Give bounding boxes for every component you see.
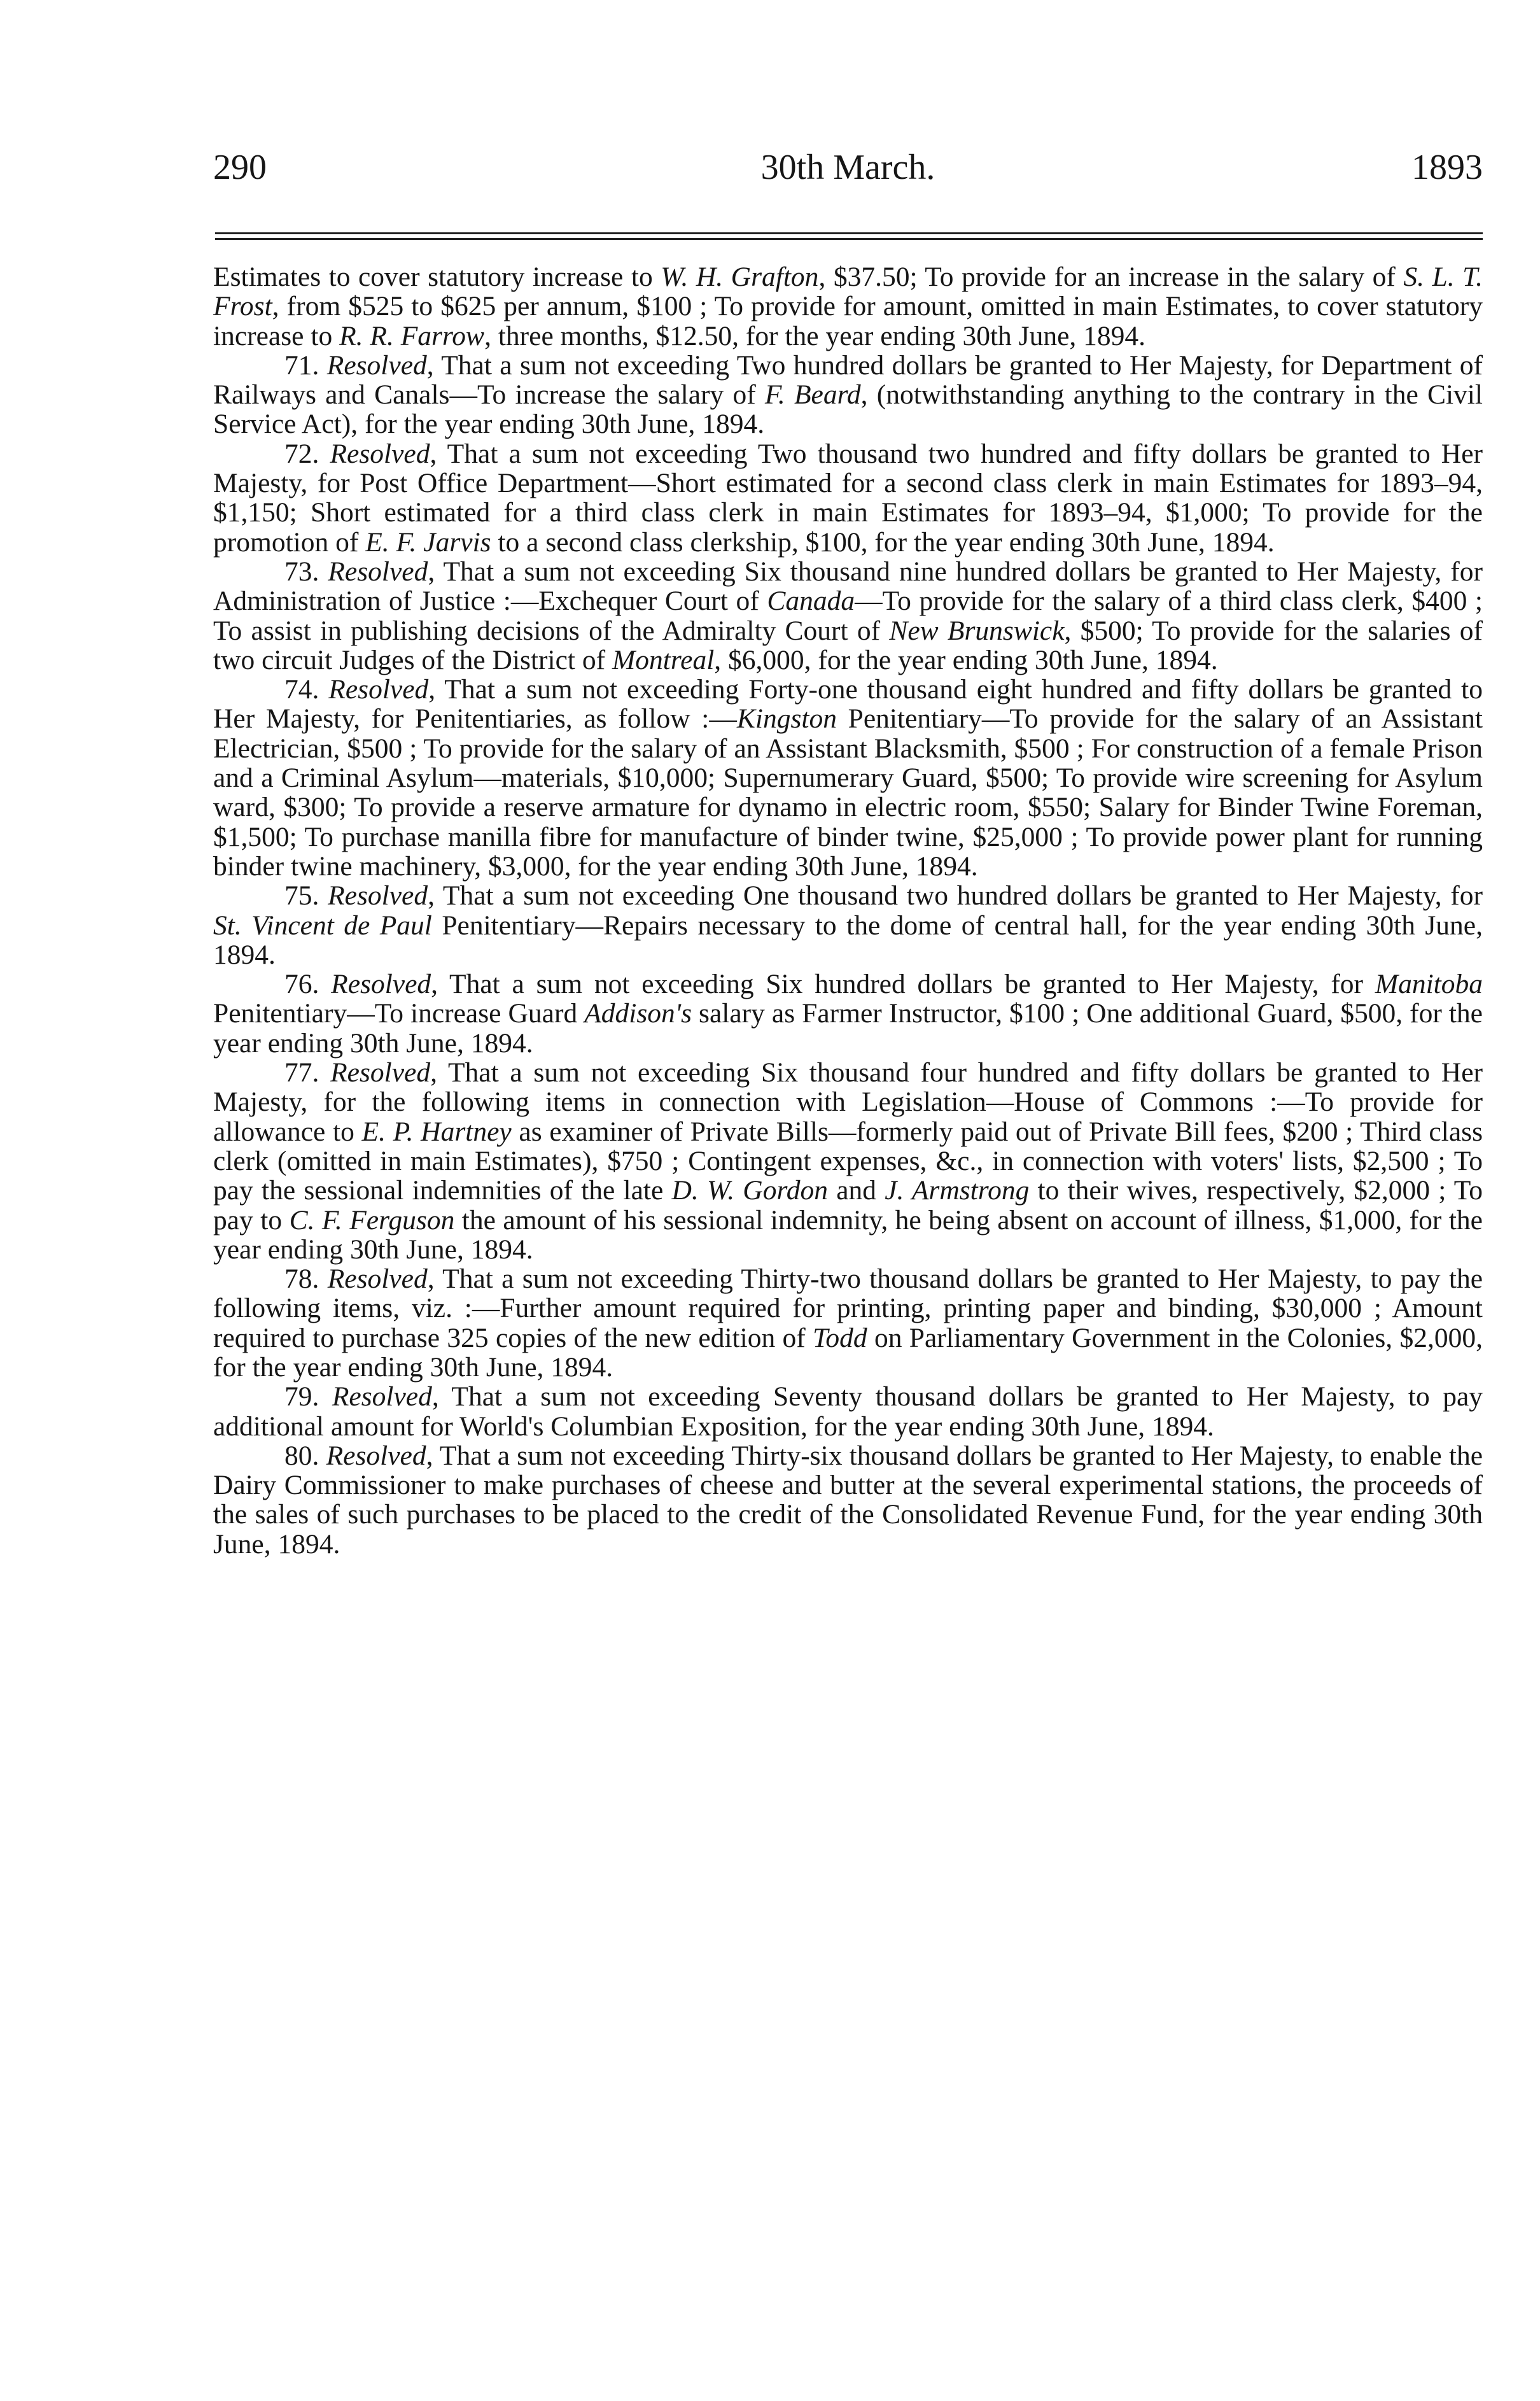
italic-text: Manitoba <box>1375 969 1483 1000</box>
header-double-rule <box>215 232 1483 240</box>
text-run: on Parliamentary Government in the Colonies, $2,000, for the year ending 30th June, 1894. <box>213 1322 1483 1383</box>
text-run: , That a sum not exceeding Two thousand two hundred and fifty dollars be granted to Her Majesty, for Post Office Department—Short estimated for a second class clerk in main Estimates for 1893–94, $1,150; Short estimated for a third class clerk in main Estimates for 1893–94, $1,000; To provide for the promotion of <box>213 438 1483 558</box>
italic-text: Resolved <box>330 438 430 469</box>
italic-text: Resolved <box>328 556 428 587</box>
text-run: , That a sum not exceeding One thousand two hundred dollars be granted to Her Majesty, for <box>428 880 1483 912</box>
italic-text: C. F. Ferguson <box>289 1204 455 1236</box>
italic-text: Addison's <box>584 998 692 1029</box>
page-header <box>213 145 1483 190</box>
italic-text: D. W. Gordon <box>671 1175 829 1206</box>
text-run: , That a sum not exceeding Seventy thousand dollars be granted to Her Majesty, to pay additional amount for World's Columbian Exposition, for the year ending 30th June, 1894. <box>213 1381 1483 1442</box>
text-run: , $500; To provide for the salaries of two circuit Judges of the District of <box>213 615 1483 675</box>
italic-text: W. H. Grafton <box>661 262 819 292</box>
text-run: , (notwithstanding anything to the contrary in the Civil Service Act), for the year ending 30th June, 1894. <box>213 379 1483 440</box>
resolution-paragraph <box>213 1382 1483 1441</box>
resolution-paragraph <box>213 351 1483 439</box>
page-number: 290 <box>213 148 267 187</box>
italic-text: R. R. Farrow <box>339 320 485 351</box>
text-run: 73. <box>284 556 328 587</box>
text-run: to a second class clerkship, $100, for the year ending 30th June, 1894. <box>491 526 1275 558</box>
text-run: Penitentiary—To provide for the salary of an Assistant Electrician, $500 ; To provide for the salary of an Assistant Blacksmith, $500 ; For construction of a female Prison and a Criminal Asylum—materials, $10,000; Supernumerary Guard, $500; To provide wire screening for Asylum ward, $300; To provide a reserve armature for dynamo in electric room, $550; Salary for Binder Twine Foreman, $1,500; To purchase manilla fibre for manufacture of binder twine, $25,000 ; To provide power plant for running binder twine machinery, $3,000, for the year ending 30th June, 1894. <box>213 703 1483 882</box>
italic-text: New Brunswick <box>889 615 1065 646</box>
text-run: , three months, $12.50, for the year ending 30th June, 1894. <box>484 320 1146 351</box>
text-run: , That a sum not exceeding Two hundred dollars be granted to Her Majesty, for Department of Railways and Canals—To increase the salary of <box>213 349 1483 411</box>
italic-text: St. Vincent de Paul <box>213 910 432 941</box>
text-run: —To provide for the salary of a third class clerk, $400 ; To assist in publishing decisions of the Admiralty Court of <box>213 586 1483 646</box>
text-run: , That a sum not exceeding Six hundred dollars be granted to Her Majesty, for <box>431 969 1375 1000</box>
text-run: to their wives, respectively, $2,000 ; To pay to <box>213 1175 1483 1236</box>
resolution-paragraph <box>213 1441 1483 1559</box>
resolution-paragraph <box>213 1058 1483 1264</box>
page-date: 30th March. <box>760 148 935 187</box>
italic-text: Canada <box>767 586 855 617</box>
text-run: 75. <box>284 880 328 912</box>
italic-text: S. L. T. Frost <box>213 262 1483 322</box>
text-run: , That a sum not exceeding Six thousand nine hundred dollars be granted to Her Majesty, for Administration of Justice :—Exchequer Court of <box>213 556 1483 617</box>
text-run: 80. <box>284 1440 326 1471</box>
text-run: 79. <box>284 1381 332 1412</box>
text-run: , $37.50; To provide for an increase in the salary of <box>818 262 1404 292</box>
text-run: , That a sum not exceeding Forty-one thousand eight hundred and fifty dollars be granted to Her Majesty, for Penitentiaries, as follow :— <box>213 674 1483 735</box>
resolution-paragraph <box>213 881 1483 969</box>
italic-text: Resolved <box>332 1381 432 1412</box>
text-run: , $6,000, for the year ending 30th June, 1894. <box>714 644 1218 675</box>
italic-text: Kingston <box>736 703 837 735</box>
italic-text: Resolved <box>326 349 427 381</box>
text-run: 74. <box>284 674 329 705</box>
italic-text: Montreal <box>612 644 715 675</box>
italic-text: Todd <box>813 1322 867 1353</box>
text-run: , That a sum not exceeding Thirty-six thousand dollars be granted to Her Majesty, to enable the Dairy Commissioner to make purchases of cheese and butter at the several experimental stations, the proceeds of the sales of such purchases to be placed to the credit of the Consolidated Revenue Fund, for the year ending 30th June, 1894. <box>213 1440 1483 1560</box>
italic-text: Resolved <box>328 674 429 705</box>
resolution-paragraph <box>213 675 1483 881</box>
text-run: , from $525 to $625 per annum, $100 ; To provide for amount, omitted in main Estimates, to cover statutory increase to <box>213 291 1483 351</box>
body-text <box>213 262 1483 1559</box>
text-run: 72. <box>284 438 330 469</box>
italic-text: E. F. Jarvis <box>365 526 491 558</box>
text-run: 71. <box>284 349 327 381</box>
page-year: 1893 <box>1411 148 1483 187</box>
text-run: the amount of his sessional indemnity, he being absent on account of illness, $1,000, for the year ending 30th June, 1894. <box>213 1204 1483 1265</box>
text-run: salary as Farmer Instructor, $100 ; One additional Guard, $500, for the year ending 30th June, 1894. <box>213 998 1483 1059</box>
text-run: Estimates to cover statutory increase to <box>213 262 661 292</box>
resolution-paragraph <box>213 262 1483 351</box>
italic-text: Resolved <box>327 1264 428 1295</box>
italic-text: Resolved <box>326 1440 426 1471</box>
text-run: as examiner of Private Bills—formerly paid out of Private Bill fees, $200 ; Third class clerk (omitted in main Estimates), $750 ; Contingent expenses, &c., in connection with voters' lists, $2,500 ; To pay the sessional indemnities of the late <box>213 1116 1483 1206</box>
text-run: , That a sum not exceeding Six thousand four hundred and fifty dollars be granted to Her Majesty, for the following items in connection with Legislation—House of Commons :—To provide for allowance to <box>213 1057 1483 1147</box>
text-run: Penitentiary—To increase Guard <box>213 998 585 1029</box>
text-run: and <box>828 1175 885 1206</box>
italic-text: J. Armstrong <box>885 1175 1030 1206</box>
resolution-paragraph <box>213 557 1483 675</box>
text-run: 77. <box>284 1057 331 1088</box>
italic-text: Resolved <box>330 1057 431 1088</box>
text-run: 76. <box>284 969 332 1000</box>
resolution-paragraph <box>213 1264 1483 1382</box>
italic-text: E. P. Hartney <box>361 1116 512 1147</box>
italic-text: F. Beard <box>764 379 861 411</box>
italic-text: Resolved <box>331 969 431 1000</box>
italic-text: Resolved <box>328 880 428 912</box>
text-run: 78. <box>284 1264 328 1295</box>
resolution-paragraph <box>213 969 1483 1058</box>
text-run: , That a sum not exceeding Thirty-two thousand dollars be granted to Her Majesty, to pay the following items, viz. :—Further amount required for printing, printing paper and binding, $30,000 ; Amount required to purchase 325 copies of the new edition of <box>213 1264 1483 1353</box>
resolution-paragraph <box>213 439 1483 557</box>
text-run: Penitentiary—Repairs necessary to the dome of central hall, for the year ending 30th June, 1894. <box>213 910 1483 970</box>
